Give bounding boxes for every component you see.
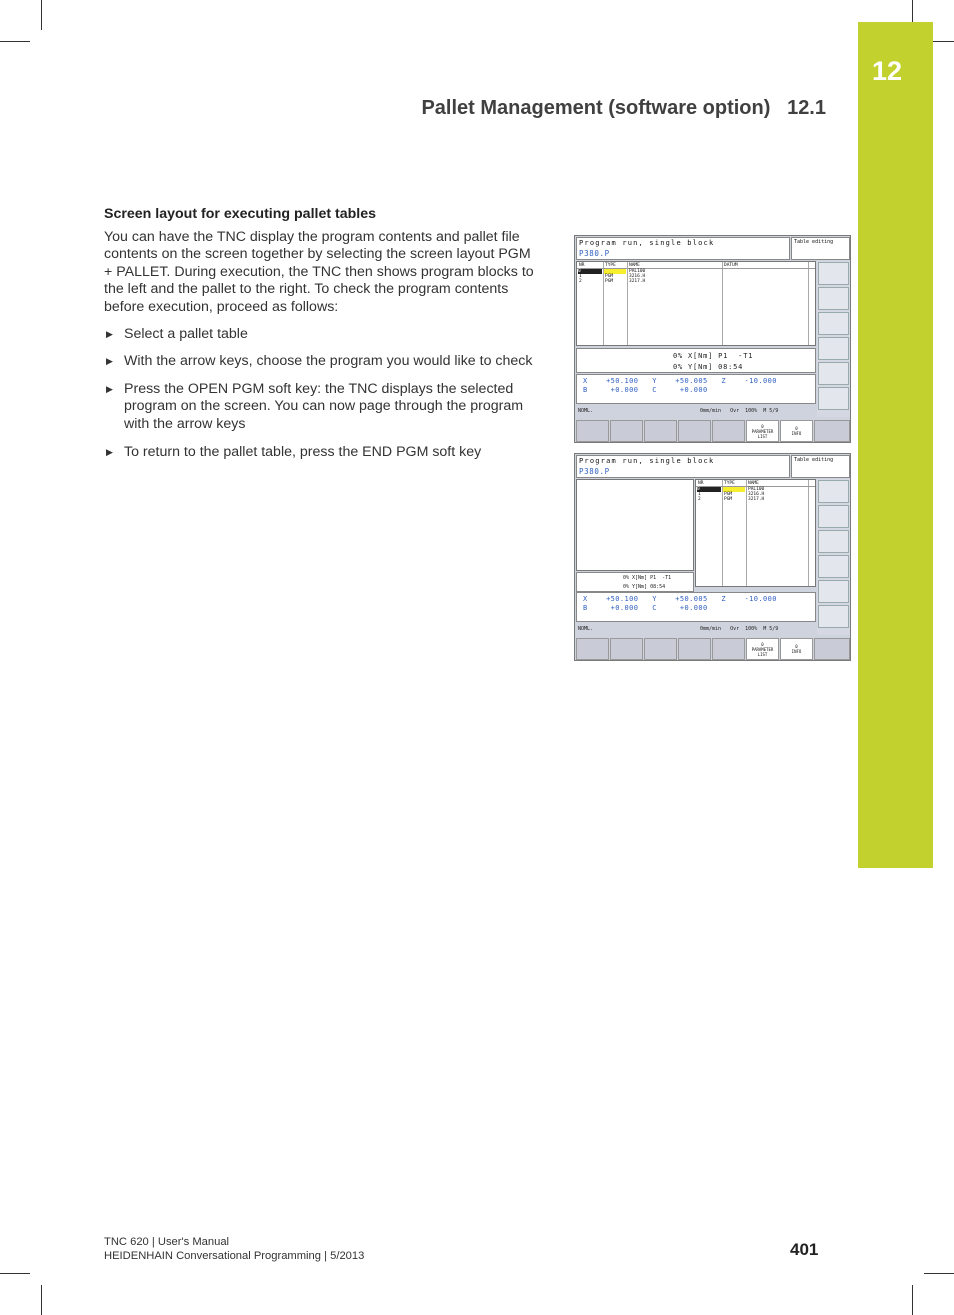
pallet-table: NR TYPE NAME DATUM 0 PAL100 1 PGM 3216.H 2 PGM 3217.H bbox=[576, 261, 816, 346]
softkey[interactable] bbox=[678, 638, 711, 660]
table-row[interactable]: 0 PAL100 bbox=[578, 269, 646, 274]
position-display: X +50.100 Y +50.005 Z -10.000 B +0.000 C +0.000 bbox=[576, 592, 816, 622]
arrow-icon: ▶ bbox=[106, 383, 113, 394]
table-row[interactable]: 1 PGM 3216.H bbox=[698, 492, 765, 497]
softkey[interactable] bbox=[712, 420, 745, 442]
softkey[interactable] bbox=[678, 420, 711, 442]
mode-bar: Program run, single block P380.P bbox=[576, 455, 790, 478]
side-button[interactable] bbox=[818, 580, 849, 603]
status-area: 0% X[Nm] P1 -T1 0% Y[Nm] 08:54 bbox=[576, 572, 694, 592]
page-footer bbox=[104, 1235, 364, 1263]
crop-mark bbox=[924, 1273, 954, 1274]
table-editing-tab[interactable]: Table editing bbox=[791, 237, 850, 260]
side-button[interactable] bbox=[818, 262, 849, 285]
main-content bbox=[104, 206, 540, 471]
page-number: 401 bbox=[790, 1240, 819, 1259]
info-softkey[interactable]: 0 INFO bbox=[780, 638, 813, 660]
softkey[interactable] bbox=[576, 420, 609, 442]
side-button[interactable] bbox=[818, 337, 849, 360]
side-button[interactable] bbox=[818, 362, 849, 385]
footer-line: TNC 620 | User's Manual bbox=[104, 1236, 230, 1248]
softkey[interactable] bbox=[712, 638, 745, 660]
crop-mark bbox=[912, 0, 913, 22]
softkey[interactable] bbox=[814, 638, 850, 660]
pallet-table: NR TYPE NAME 0 PAL100 1 PGM 3216.H 2 PGM 3217.H bbox=[695, 479, 816, 587]
table-editing-tab[interactable]: Table editing bbox=[791, 455, 850, 478]
parameter-list-softkey[interactable]: 0 PARAMETER LIST bbox=[746, 638, 779, 660]
table-row[interactable]: 1 PGM 3216.H bbox=[579, 274, 646, 279]
intro-paragraph: You can have the TNC display the program contents and pallet file contents on the screen together by selecting the screen layout PGM + PALLET. During execution, the TNC then shows program blocks to the left and the pallet to the right. To check the program contents before execution, proceed as follows: bbox=[104, 228, 534, 315]
side-button[interactable] bbox=[818, 605, 849, 628]
arrow-icon: ▶ bbox=[106, 446, 113, 457]
side-button[interactable] bbox=[818, 387, 849, 410]
softkey[interactable] bbox=[814, 420, 850, 442]
crop-mark bbox=[0, 41, 30, 42]
softkey[interactable] bbox=[610, 638, 643, 660]
footer-line: HEIDENHAIN Conversational Programming | 5/2013 bbox=[104, 1250, 365, 1262]
step-list bbox=[104, 326, 540, 462]
list-item: ▶ Press the OPEN PGM soft key: the TNC displays the selected program on the screen. You can now page through the program with the arrow keys bbox=[106, 380, 524, 432]
table-row[interactable]: 0 PAL100 bbox=[697, 487, 765, 492]
crop-mark bbox=[912, 1285, 913, 1315]
softkey[interactable] bbox=[610, 420, 643, 442]
softkey[interactable] bbox=[644, 420, 677, 442]
tnc-screenshot-2: Program run, single block P380.P Table editing NR TYPE NAME 0 PAL100 1 PGM 3216.H 2 PGM 3217.H 0% X[Nm] P1 -T1 0% Y[Nm] 08:54 X +50.100 Y +50.005 Z -10.000 B +0.000 C +0.000 NOML. 0mm/min Ovr 100% M 5/9 0 PARAMETER LIST 0 INFO bbox=[574, 453, 851, 661]
parameter-list-softkey[interactable]: 0 PARAMETER LIST bbox=[746, 420, 779, 442]
side-button[interactable] bbox=[818, 312, 849, 335]
chapter-tab bbox=[858, 22, 933, 868]
crop-mark bbox=[0, 1273, 30, 1274]
side-button[interactable] bbox=[818, 480, 849, 503]
status-area: 0% X[Nm] P1 -T1 0% Y[Nm] 08:54 bbox=[576, 348, 816, 373]
list-item: ▶ To return to the pallet table, press the END PGM soft key bbox=[106, 443, 482, 460]
info-softkey[interactable]: 0 INFO bbox=[780, 420, 813, 442]
list-item: ▶ With the arrow keys, choose the program you would like to check bbox=[106, 353, 533, 370]
program-pane bbox=[576, 479, 694, 571]
side-softkeys bbox=[817, 479, 850, 635]
tnc-screenshot-1: Program run, single block P380.P Table editing NR TYPE NAME DATUM 0 PAL100 1 PGM 3216.H 2 PGM 3217.H 0% X[Nm] P1 -T1 0% Y[Nm] 08:54 X +50.100 Y +50.005 Z -10.000 B +0.000 C +0.000 NOML. 0mm/min Ovr 100% M 5/9 0 PARAMETER LIST 0 INFO bbox=[574, 235, 851, 443]
mode-bar: Program run, single block P380.P bbox=[576, 237, 790, 260]
table-row[interactable]: 2 PGM 3217.H bbox=[579, 279, 646, 284]
crop-mark bbox=[41, 0, 42, 30]
side-button[interactable] bbox=[818, 530, 849, 553]
side-button[interactable] bbox=[818, 555, 849, 578]
arrow-icon: ▶ bbox=[106, 328, 113, 339]
chapter-number: 12 bbox=[871, 56, 903, 86]
table-row[interactable]: 2 PGM 3217.H bbox=[698, 497, 765, 502]
softkey[interactable] bbox=[644, 638, 677, 660]
page-header: Pallet Management (software option) 12.1 bbox=[421, 97, 826, 119]
arrow-icon: ▶ bbox=[106, 356, 113, 367]
side-softkeys bbox=[817, 261, 850, 417]
softkey[interactable] bbox=[576, 638, 609, 660]
position-display: X +50.100 Y +50.005 Z -10.000 B +0.000 C +0.000 bbox=[576, 374, 816, 404]
side-button[interactable] bbox=[818, 505, 849, 528]
crop-mark bbox=[41, 1285, 42, 1315]
list-item: ▶ Select a pallet table bbox=[106, 325, 248, 342]
side-button[interactable] bbox=[818, 287, 849, 310]
section-heading: Screen layout for executing pallet tables bbox=[104, 206, 377, 222]
